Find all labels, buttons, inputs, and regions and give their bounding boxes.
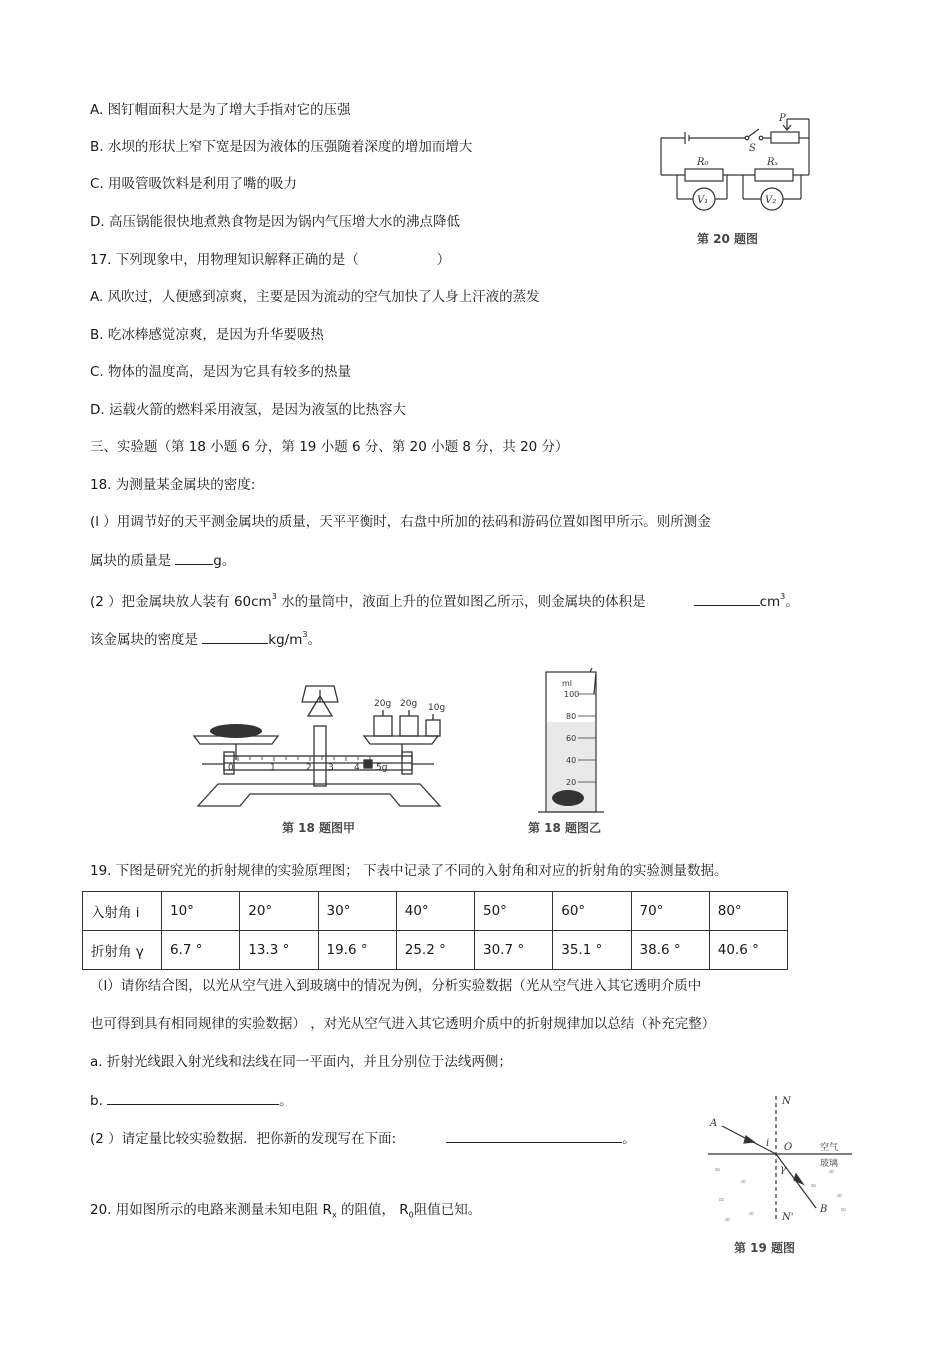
svg-text:∞: ∞: [840, 1205, 847, 1214]
label-a: A: [710, 1118, 718, 1129]
q18-part2: [90, 588, 799, 611]
option-16c: C. 用吸管吸饮料是利用了嘴的吸力: [90, 176, 298, 192]
mass-blank[interactable]: [175, 550, 213, 565]
tick-5: 5g: [376, 763, 388, 773]
incident-cell: 10°: [162, 892, 240, 931]
label-b: B: [820, 1204, 828, 1215]
label-n: N: [782, 1096, 791, 1107]
cylinder-diagram-fig18b: [520, 666, 624, 840]
fig19-caption: 第 19 题图: [734, 1241, 796, 1255]
q18-part1-line2: [90, 550, 235, 570]
cyl-tick-80: 80: [566, 712, 577, 721]
q18-mass-unit: g。: [213, 553, 236, 569]
incident-cell: 70°: [631, 892, 709, 931]
refracted-cell: 6.7 °: [162, 931, 240, 970]
tick-4: 4: [354, 763, 360, 773]
label-glass: 玻璃: [820, 1159, 839, 1169]
q20-stem-c: 阻值已知。: [413, 1202, 482, 1218]
refraction-table: [82, 891, 788, 970]
incident-cell: 40°: [396, 892, 474, 931]
svg-text:∞: ∞: [724, 1215, 731, 1224]
incident-cell: 50°: [475, 892, 553, 931]
q19-stem: 19. 下图是研究光的折射规律的实验原理图； 下表中记录了不同的入射角和对应的折射角的实验测量数据。: [90, 863, 728, 879]
svg-text:∞: ∞: [718, 1195, 725, 1204]
tick-0: 0: [228, 763, 234, 773]
row-label-refracted: 折射角 γ: [83, 931, 162, 970]
incident-cell: 80°: [709, 892, 787, 931]
q18-part2-d: 。: [785, 594, 799, 610]
volume-blank[interactable]: [694, 591, 760, 606]
conclusion-b-blank[interactable]: [107, 1090, 279, 1105]
finding-blank[interactable]: [446, 1128, 622, 1143]
incident-cell: 20°: [240, 892, 318, 931]
option-16a: A. 图钉帽面积大是为了增大手指对它的压强: [90, 102, 351, 118]
fig20-caption: 第 20 题图: [697, 232, 759, 246]
cyl-tick-60: 60: [566, 734, 577, 743]
tick-2: 2: [306, 763, 312, 773]
option-16d: D. 高压锅能很快地煮熟食物是因为锅内气压增大水的沸点降低: [90, 214, 460, 230]
q18-part3-a: 该金属块的密度是: [90, 632, 203, 648]
label-p: P: [779, 113, 786, 124]
refracted-cell: 40.6 °: [709, 931, 787, 970]
label-i: i: [766, 1138, 770, 1149]
balance-diagram-fig18a: [188, 676, 450, 838]
refracted-cell: 13.3 °: [240, 931, 318, 970]
section3-heading: 三、实验题（第 18 小题 6 分，第 19 小题 6 分、第 20 小题 8 分，共 20 分）: [90, 439, 569, 455]
incident-cell: 60°: [553, 892, 631, 931]
cylinder-unit: ml: [562, 679, 573, 688]
weight-2: 20g: [400, 699, 418, 709]
svg-text:∞: ∞: [836, 1191, 843, 1200]
label-n-prime: N': [782, 1212, 794, 1223]
option-17d: D. 运载火箭的燃料采用液氢，是因为液氢的比热容大: [90, 402, 406, 418]
q20-stem: [90, 1201, 481, 1225]
circuit-diagram-fig20: [655, 113, 815, 250]
fig18b-caption: 第 18 题图乙: [528, 821, 602, 835]
q19-conclusion-a: a. 折射光线跟入射光线和法线在同一平面内，并且分别位于法线两侧；: [90, 1054, 512, 1070]
q17-paren-close: ）: [436, 252, 451, 268]
q19-part2-text: (2 ）请定量比较实验数据．把你新的发现写在下面:: [90, 1131, 397, 1147]
weight-1: 20g: [374, 699, 392, 709]
label-r0: R₀: [697, 157, 709, 168]
q18-part2-a: (2 ）把金属块放人装有 60cm: [90, 594, 272, 610]
svg-text:∞: ∞: [810, 1181, 817, 1190]
table-row-incident: [83, 892, 788, 931]
label-air: 空气: [820, 1143, 839, 1153]
label-rx: Rₓ: [767, 157, 779, 168]
cyl-tick-100: 100: [564, 690, 580, 699]
label-v2: V₂: [765, 195, 777, 206]
svg-text:∞: ∞: [748, 1209, 755, 1218]
svg-text:∞: ∞: [828, 1167, 835, 1176]
cyl-tick-40: 40: [566, 756, 577, 765]
q17-stem: [90, 251, 450, 269]
q18-part2-c: cm: [759, 594, 781, 610]
fig18a-caption: 第 18 题图甲: [282, 821, 356, 835]
q20-stem-a: 20. 用如图所示的电路来测量未知电阻 R: [90, 1202, 332, 1218]
tick-1: 1: [270, 763, 276, 773]
label-s: S: [749, 143, 756, 154]
q20-sub-0: 0: [408, 1210, 414, 1220]
option-16b: B. 水坝的形状上窄下宽是因为液体的压强随着深度的增加而增大: [90, 139, 473, 155]
refracted-cell: 30.7 °: [475, 931, 553, 970]
q19-part1-line2: 也可得到具有相同规律的实验数据） ，对光从空气进入其它透明介质中的折射规律加以总结（补充完整）: [90, 1016, 716, 1032]
q19-conclusion-b: [90, 1090, 293, 1110]
refracted-cell: 38.6 °: [631, 931, 709, 970]
option-17a: A. 风吹过，人便感到凉爽，主要是因为流动的空气加快了人身上汗液的蒸发: [90, 289, 540, 305]
refracted-cell: 25.2 °: [396, 931, 474, 970]
q17-stem-text: 17. 下列现象中，用物理知识解释正确的是（: [90, 252, 359, 268]
q19-part2: [90, 1128, 636, 1148]
q19-part2-end: 。: [622, 1131, 636, 1147]
q18-part3-b: kg/m: [268, 632, 303, 648]
q18-part2-sup: 3: [271, 592, 277, 601]
q18-stem: 18. 为测量某金属块的密度:: [90, 477, 256, 493]
density-blank[interactable]: [202, 629, 268, 644]
q18-part1-line1: (l ）用调节好的天平测金属块的质量，天平平衡时，右盘中所加的祛码和游码位置如图甲所示。则所测金: [90, 514, 711, 530]
q20-stem-b: 的阻值， R: [336, 1202, 409, 1218]
svg-text:∞: ∞: [740, 1177, 747, 1186]
cyl-tick-20: 20: [566, 778, 577, 787]
q18-part3-sup: 3: [302, 630, 308, 639]
table-row-refracted: [83, 931, 788, 970]
refracted-cell: 19.6 °: [318, 931, 396, 970]
q18-part2-b: 水的量筒中，液面上升的位置如图乙所示，则金属块的体积是: [276, 594, 646, 610]
label-v1: V₁: [697, 195, 709, 206]
q19-part1-line1: （l）请你结合图，以光从空气进入到玻璃中的情况为例，分析实验数据（光从空气进入其它透明介质中: [90, 978, 702, 994]
option-17b: B. 吃冰棒感觉凉爽，是因为升华要吸热: [90, 327, 324, 343]
label-gamma: γ: [780, 1164, 786, 1175]
refraction-diagram-fig19: [700, 1092, 860, 1260]
row-label-incident: 入射角 i: [83, 892, 162, 931]
q19-b-end: 。: [279, 1093, 293, 1109]
q18-mass-prefix: 属块的质量是: [90, 553, 176, 569]
q18-part3: [90, 626, 321, 649]
refracted-cell: 35.1 °: [553, 931, 631, 970]
option-17c: C. 物体的温度高，是因为它具有较多的热量: [90, 364, 352, 380]
q20-sub-x: x: [331, 1210, 337, 1220]
incident-cell: 30°: [318, 892, 396, 931]
q18-part2-sup2: 3: [780, 592, 786, 601]
q19-b-label: b.: [90, 1093, 108, 1109]
svg-text:∞: ∞: [714, 1165, 721, 1174]
weight-3: 10g: [428, 703, 446, 713]
q18-part3-c: 。: [307, 632, 321, 648]
tick-3: 3: [328, 763, 334, 773]
label-o: O: [784, 1142, 793, 1153]
